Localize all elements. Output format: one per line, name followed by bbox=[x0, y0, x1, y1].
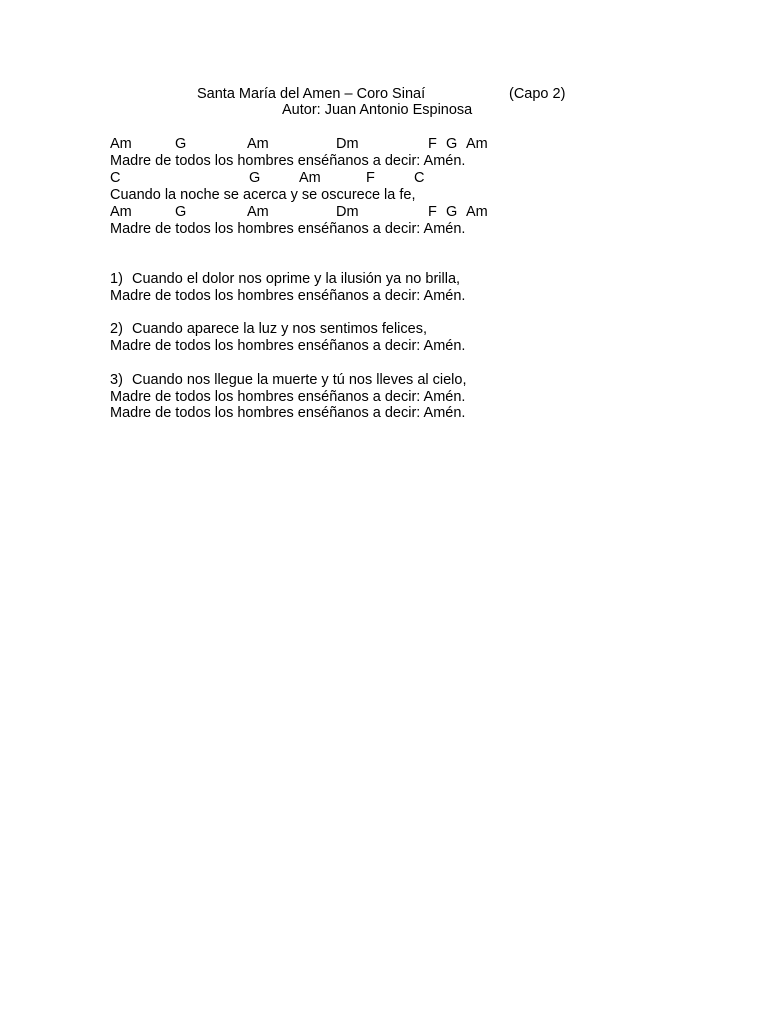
chord: C bbox=[414, 170, 425, 186]
chord: G bbox=[249, 170, 261, 186]
refrain-line: Madre de todos los hombres enséñanos a decir: Amén. bbox=[110, 389, 466, 405]
chord: Dm bbox=[336, 204, 359, 220]
song-author: Autor: Juan Antonio Espinosa bbox=[282, 102, 473, 118]
chord: F bbox=[428, 204, 437, 220]
chord: Am bbox=[247, 136, 269, 152]
chord: G bbox=[175, 204, 187, 220]
refrain-line: Madre de todos los hombres enséñanos a decir: Amén. bbox=[110, 405, 466, 421]
song-title: Santa María del Amen – Coro Sinaí bbox=[197, 86, 426, 102]
chord: Am bbox=[466, 204, 488, 220]
chord: F bbox=[428, 136, 437, 152]
capo-note: (Capo 2) bbox=[509, 86, 566, 102]
verse-number: 2) bbox=[110, 321, 123, 337]
chord: G bbox=[446, 204, 458, 220]
verse-line: Cuando el dolor nos oprime y la ilusión ya no brilla, bbox=[132, 271, 461, 287]
verse-number: 3) bbox=[110, 372, 123, 388]
verse-number: 1) bbox=[110, 271, 123, 287]
chord-line bbox=[110, 170, 510, 187]
chord: F bbox=[366, 170, 375, 186]
lyric-line: Madre de todos los hombres enséñanos a decir: Amén. bbox=[110, 221, 466, 237]
refrain-line: Madre de todos los hombres enséñanos a decir: Amén. bbox=[110, 288, 466, 304]
chord: Am bbox=[466, 136, 488, 152]
verse-line: Cuando aparece la luz y nos sentimos felices, bbox=[132, 321, 427, 337]
chord: Am bbox=[247, 204, 269, 220]
refrain-line: Madre de todos los hombres enséñanos a decir: Amén. bbox=[110, 338, 466, 354]
lyric-line: Cuando la noche se acerca y se oscurece la fe, bbox=[110, 187, 416, 203]
lyric-line: Madre de todos los hombres enséñanos a decir: Amén. bbox=[110, 153, 466, 169]
verse-line: Cuando nos llegue la muerte y tú nos lleves al cielo, bbox=[132, 372, 467, 388]
chord: Am bbox=[110, 204, 132, 220]
chord-line bbox=[110, 136, 510, 153]
chord: G bbox=[446, 136, 458, 152]
chord: Am bbox=[299, 170, 321, 186]
chord: G bbox=[175, 136, 187, 152]
chord: Dm bbox=[336, 136, 359, 152]
chord: C bbox=[110, 170, 121, 186]
chord: Am bbox=[110, 136, 132, 152]
chord-line bbox=[110, 204, 510, 221]
